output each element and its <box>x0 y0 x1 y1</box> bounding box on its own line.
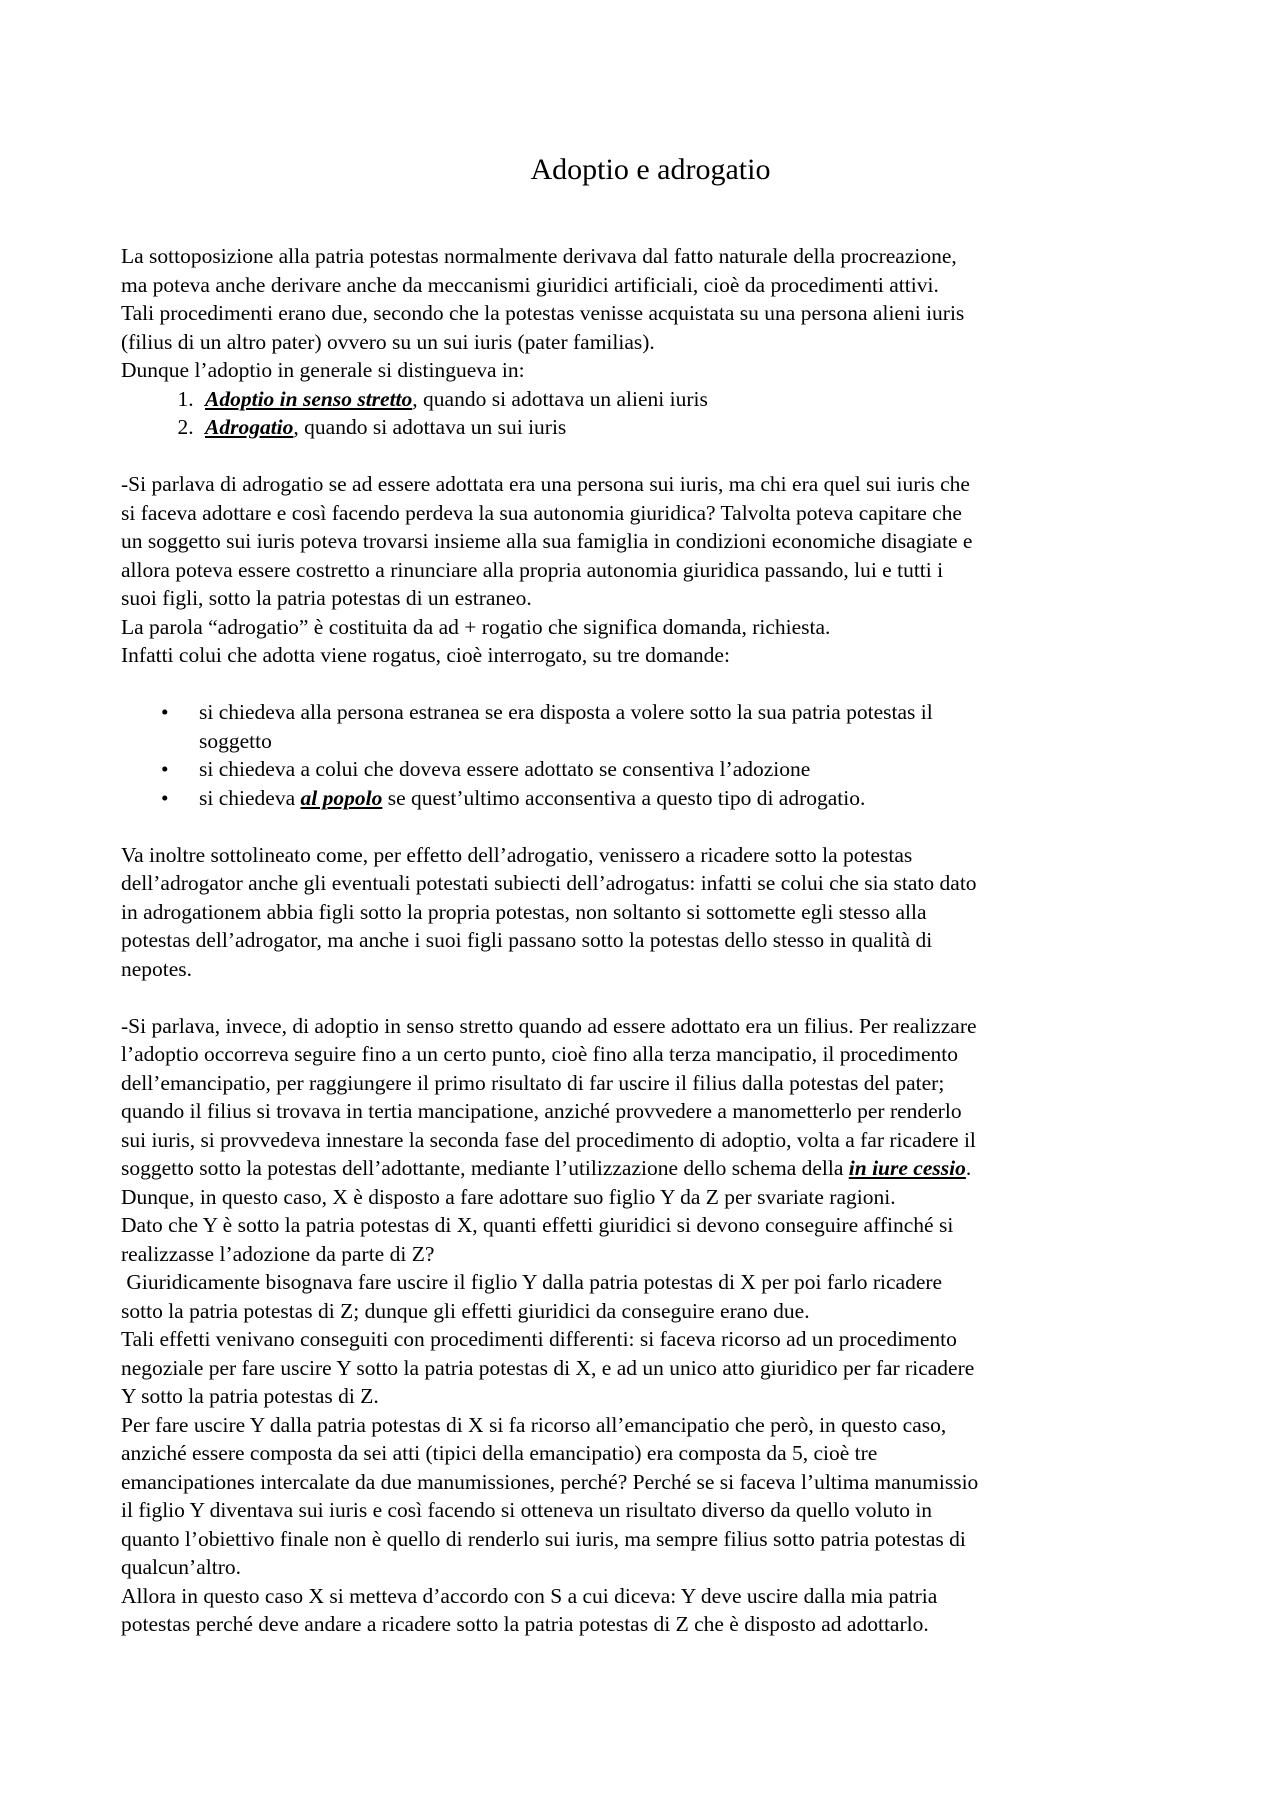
paragraph-gap <box>121 670 1180 699</box>
text-line: quanto l’obiettivo finale non è quello di renderlo sui iuris, ma sempre filius sotto patria potestas di <box>121 1526 966 1551</box>
text-line: Dato che Y è sotto la patria potestas di X, quanti effetti giuridici si devono conseguire affinché si <box>121 1213 954 1237</box>
list-item-text: si chiedeva <box>199 785 301 810</box>
term-in-iure-cessio: in iure cessio <box>848 1156 966 1180</box>
paragraph-gap <box>121 812 1180 841</box>
intro-line: Tali procedimenti erano due, secondo che la potestas venisse acquistata su una persona alieni iuris <box>121 301 965 325</box>
text-fragment: soggetto sotto la potestas dell’adottante, mediante l’utilizzazione dello schema della <box>121 1156 849 1180</box>
term-adoptio-senso-stretto: Adoptio in senso stretto <box>205 386 413 411</box>
text-line: dell’emancipatio, per raggiungere il primo risultato di far uscire il filius dalla potestas del pater; <box>121 1070 945 1095</box>
adrogatio-paragraph <box>121 470 1180 670</box>
intro-line: La sottoposizione alla patria potestas normalmente derivava dal fatto naturale della procreazione, <box>121 244 957 268</box>
list-item <box>199 385 1180 414</box>
adoptio-paragraph <box>121 1012 1180 1639</box>
text-line: realizzasse l’adozione da parte di Z? <box>121 1241 435 1266</box>
text-line: Per fare uscire Y dalla patria potestas di X si fa ricorso all’emancipatio che però, in questo caso, <box>121 1412 947 1437</box>
list-item <box>121 698 1180 755</box>
text-line: Va inoltre sottolineato come, per effetto dell’adrogatio, venissero a ricadere sotto la potestas <box>121 842 913 867</box>
term-adrogatio: Adrogatio <box>205 415 294 439</box>
intro-paragraph <box>121 242 1180 442</box>
text-line: anziché essere composta da sei atti (tipici della emancipatio) era composta da 5, cioè tre <box>121 1441 878 1465</box>
text-line: nepotes. <box>121 956 193 981</box>
list-item-text: soggetto <box>199 728 272 753</box>
text-line: sotto la patria potestas di Z; dunque gli effetti giuridici da conseguire erano due. <box>121 1298 810 1323</box>
text-line: si faceva adottare e così facendo perdeva la sua autonomia giuridica? Talvolta poteva capitare che <box>121 500 962 525</box>
text-line: Allora in questo caso X si metteva d’accordo con S a cui diceva: Y deve uscire dalla mia patria <box>121 1583 938 1608</box>
list-item <box>121 755 1180 784</box>
text-line: emancipationes intercalate da due manumissiones, perché? Perché se si faceva l’ultima manumissio <box>121 1469 979 1494</box>
text-line: allora poteva essere costretto a rinunciare alla propria autonomia giuridica passando, lui e tutti i <box>121 557 944 582</box>
text-line: Tali effetti venivano conseguiti con procedimenti differenti: si faceva ricorso ad un procedimento <box>121 1327 957 1351</box>
text-line: dell’adrogator anche gli eventuali potestati subiecti dell’adrogatus: infatti se colui che sia stato dato <box>121 871 977 895</box>
adoption-types-list <box>121 385 1180 442</box>
text-fragment: . <box>965 1156 972 1180</box>
effects-paragraph <box>121 841 1180 984</box>
list-item-text: si chiedeva a colui che doveva essere adottato se consentiva l’adozione <box>199 757 811 781</box>
text-line: il figlio Y diventava sui iuris e così facendo si otteneva un risultato diverso da quello voluto in <box>121 1498 933 1522</box>
text-line <box>121 1154 1180 1183</box>
text-line: quando il filius si trovava in tertia mancipatione, anziché provvedere a manometterlo per renderlo <box>121 1099 962 1123</box>
text-line: un soggetto sui iuris poteva trovarsi insieme alla sua famiglia in condizioni economiche disagiate e <box>121 529 973 553</box>
text-line: Dunque, in questo caso, X è disposto a fare adottare suo figlio Y da Z per svariate ragioni. <box>121 1184 896 1209</box>
text-line: Giuridicamente bisognava fare uscire il figlio Y dalla patria potestas di X per poi farlo ricadere <box>121 1270 943 1294</box>
intro-line: ma poteva anche derivare anche da meccanismi giuridici artificiali, cioè da procedimenti attivi. <box>121 272 939 297</box>
text-line: l’adoptio occorreva seguire fino a un certo punto, cioè fino alla terza mancipatio, il procedimento <box>121 1042 958 1066</box>
list-item-text: , quando si adottava un alieni iuris <box>412 386 708 411</box>
text-line: -Si parlava, invece, di adoptio in senso stretto quando ad essere adottato era un filius. Per realizzare <box>121 1013 977 1038</box>
text-line: potestas dell’adrogator, ma anche i suoi figli passano sotto la potestas dello stesso in qualità di <box>121 928 933 952</box>
term-al-popolo: al popolo <box>300 785 383 810</box>
list-item <box>121 784 1180 813</box>
text-line: Y sotto la patria potestas di Z. <box>121 1384 379 1408</box>
text-line: suoi figli, sotto la patria potestas di un estraneo. <box>121 586 532 610</box>
list-item <box>199 413 1180 442</box>
intro-line: (filius di un altro pater) ovvero su un sui iuris (pater familias). <box>121 329 655 354</box>
list-item-text: se quest’ultimo acconsentiva a questo tipo di adrogatio. <box>382 785 866 810</box>
text-line: Infatti colui che adotta viene rogatus, cioè interrogato, su tre domande: <box>121 643 730 667</box>
text-line: potestas perché deve andare a ricadere sotto la patria potestas di Z che è disposto ad adottarlo. <box>121 1612 929 1636</box>
text-line: La parola “adrogatio” è costituita da ad + rogatio che significa domanda, richiesta. <box>121 614 831 639</box>
intro-line: Dunque l’adoptio in generale si distingueva in: <box>121 358 525 382</box>
text-line: negoziale per fare uscire Y sotto la patria potestas di X, e ad un unico atto giuridico per far ricadere <box>121 1355 975 1380</box>
text-line: qualcun’altro. <box>121 1555 241 1579</box>
text-line: -Si parlava di adrogatio se ad essere adottata era una persona sui iuris, ma chi era quel sui iuris che <box>121 472 970 496</box>
text-line: sui iuris, si provvedeva innestare la seconda fase del procedimento di adoptio, volta a far ricadere il <box>121 1127 976 1152</box>
questions-list <box>121 698 1180 812</box>
list-item-text: , quando si adottava un sui iuris <box>293 415 567 439</box>
paragraph-gap <box>121 442 1180 471</box>
paragraph-gap <box>121 983 1180 1012</box>
text-line: in adrogationem abbia figli sotto la propria potestas, non soltanto si sottomette egli stesso alla <box>121 899 927 924</box>
page-title: Adoptio e adrogatio <box>530 153 771 186</box>
list-item-text: • si chiedeva alla persona estranea se era disposta a volere sotto la sua patria potestas il <box>199 700 933 724</box>
